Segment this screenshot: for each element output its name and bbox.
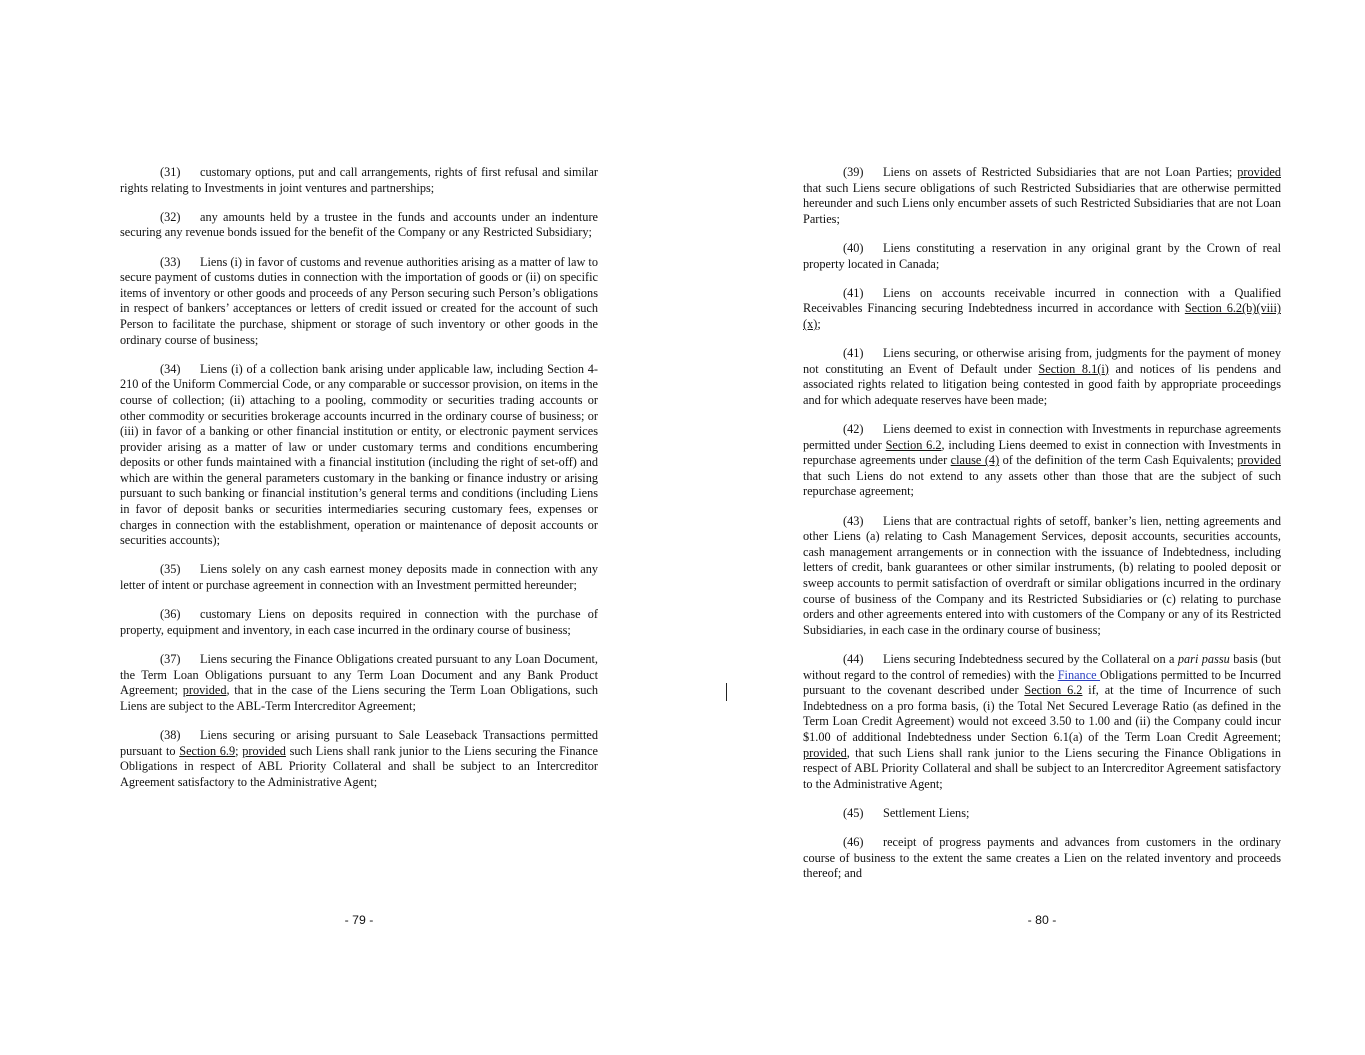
clause-43: (43) Liens that are contractual rights of setoff, banker’s lien, netting agreements and other Liens (a) relating to Cash Management Services, deposit accounts, securities accounts, cash management arrangements or in connection with the issuance of Indebtedness, including letters of credit, bank guarantees or other similar instruments, (b) relating to pooled deposit or sweep accounts to permit satisfaction of overdraft or similar obligations incurred in the ordinary course of business of the Company and its Restricted Subsidiaries or (c) relating to purchase orders and other agreements entered into with customers of the Company or any of its Restricted Subsidiaries, in each case in the ordinary course of business; [803,513,1281,637]
text-cursor [726,683,727,701]
clause-45: (45) Settlement Liens; [843,805,970,820]
clause-36: (36) customary Liens on deposits required in connection with the purchase of property, equipment and inventory, in each case incurred in the ordinary course of business; [120,607,598,637]
clause-32: (32) any amounts held by a trustee in the funds and accounts under an indenture securing any revenue bonds issued for the benefit of the Company or any Restricted Subsidiary; [120,209,598,240]
clause-42: (42) Liens deemed to exist in connection with Investments in repurchase agreements permitted under Section 6.2, including Liens deemed to exist in connection with Investments in repurchase agreements under clause (4) of the definition of the term Cash Equivalents; provided that such Liens do not extend to any assets other than those that are the subject of such repurchase agreement; [803,422,1281,499]
clause-41a: (41) Liens on accounts receivable incurred in connection with a Qualified Receivables Financing securing Indebtedness incurred in accordance with Section 6.2(b)(viii)(x); [803,285,1281,331]
clause-41b: (41) Liens securing, or otherwise arising from, judgments for the payment of money not constituting an Event of Default under Section 8.1(i) and notices of lis pendens and associated rights related to litigation being contested in good faith by appropriate proceedings and for which adequate reserves have been made; [803,346,1281,407]
left-page [120,165,598,804]
clause-37: (37) Liens securing the Finance Obligations created pursuant to any Loan Document, the Term Loan Obligations pursuant to any Term Loan Document and any Bank Product Agreement; provided, that in the case of the Liens securing the Term Loan Obligations, such Liens are subject to the ABL-Term Intercreditor Agreement; [120,652,598,713]
clause-34: (34) Liens (i) of a collection bank arising under applicable law, including Section 4-210 of the Uniform Commercial Code, or any comparable or successor provision, on items in the course of collection; (ii) attaching to a pooling, commodity or securities trading accounts or other commodity or securities brokerage accounts incurred in the ordinary course of business; or (iii) in favor of a banking or other financial institution or entity, or electronic payment services provider arising as a matter of law or under customary terms and conditions encumbering deposits or other funds maintained with a financial institution (including the right of set-off) and which are within the general parameters customary in the banking or finance industry or arising pursuant to such banking or financial institution’s general terms and conditions (including Liens in favor of deposit banks or securities intermediaries securing customary fees, expenses or charges in connection with the establishment, operation or maintenance of deposit accounts or securities accounts); [120,361,598,548]
page-number-left: - 79 - [344,913,374,927]
clause-33: (33) Liens (i) in favor of customs and revenue authorities arising as a matter of law to secure payment of customs duties in connection with the importation of goods or (ii) on specific items of inventory or other goods and proceeds of any Person securing such Person’s obligations in respect of bankers’ acceptances or letters of credit issued or created for the account of such Person to facilitate the purchase, shipment or storage of such inventory or other goods in the ordinary course of business; [120,254,598,347]
finance-link[interactable]: Finance [1057,667,1101,682]
clause-46: (46) receipt of progress payments and advances from customers in the ordinary course of business to the extent the same creates a Lien on the related inventory and proceeds thereof; and [803,835,1281,881]
clause-31: (31) customary options, put and call arrangements, rights of first refusal and similar rights relating to Investments in joint ventures and partnerships; [120,165,598,195]
clause-39: (39) Liens on assets of Restricted Subsidiaries that are not Loan Parties; provided that such Liens secure obligations of such Restricted Subsidiaries that are otherwise permitted hereunder and such Liens only encumber assets of such Restricted Subsidiaries that are not Loan Parties; [803,165,1281,226]
clause-40: (40) Liens constituting a reservation in any original grant by the Crown of real property located in Canada; [803,240,1281,271]
clause-44: (44) Liens securing Indebtedness secured by the Collateral on a pari passu basis (but without regard to the control of remedies) with the Finance Obligations permitted to be Incurred pursuant to the covenant described under Section 6.2 if, at the time of Incurrence of such Indebtedness on a pro forma basis, (i) the Total Net Secured Leverage Ratio (as defined in the Term Loan Credit Agreement) would not exceed 3.50 to 1.00 and (ii) the Company could incur $1.00 of additional Indebtedness under Section 6.1(a) of the Term Loan Credit Agreement; provided, that such Liens shall rank junior to the Liens securing the Finance Obligations in respect of ABL Priority Collateral and shall be subject to an Intercreditor Agreement satisfactory to the Administrative Agent; [803,652,1281,791]
page-number-right: - 80 - [1027,913,1057,927]
clause-35: (35) Liens solely on any cash earnest money deposits made in connection with any letter of intent or purchase agreement in connection with an Investment permitted hereunder; [120,562,598,593]
clause-38: (38) Liens securing or arising pursuant to Sale Leaseback Transactions permitted pursuant to Section 6.9; provided such Liens shall rank junior to the Liens securing the Finance Obligations in respect of ABL Priority Collateral and shall be subject to an Intercreditor Agreement satisfactory to the Administrative Agent; [120,727,598,789]
right-page [803,165,1281,896]
